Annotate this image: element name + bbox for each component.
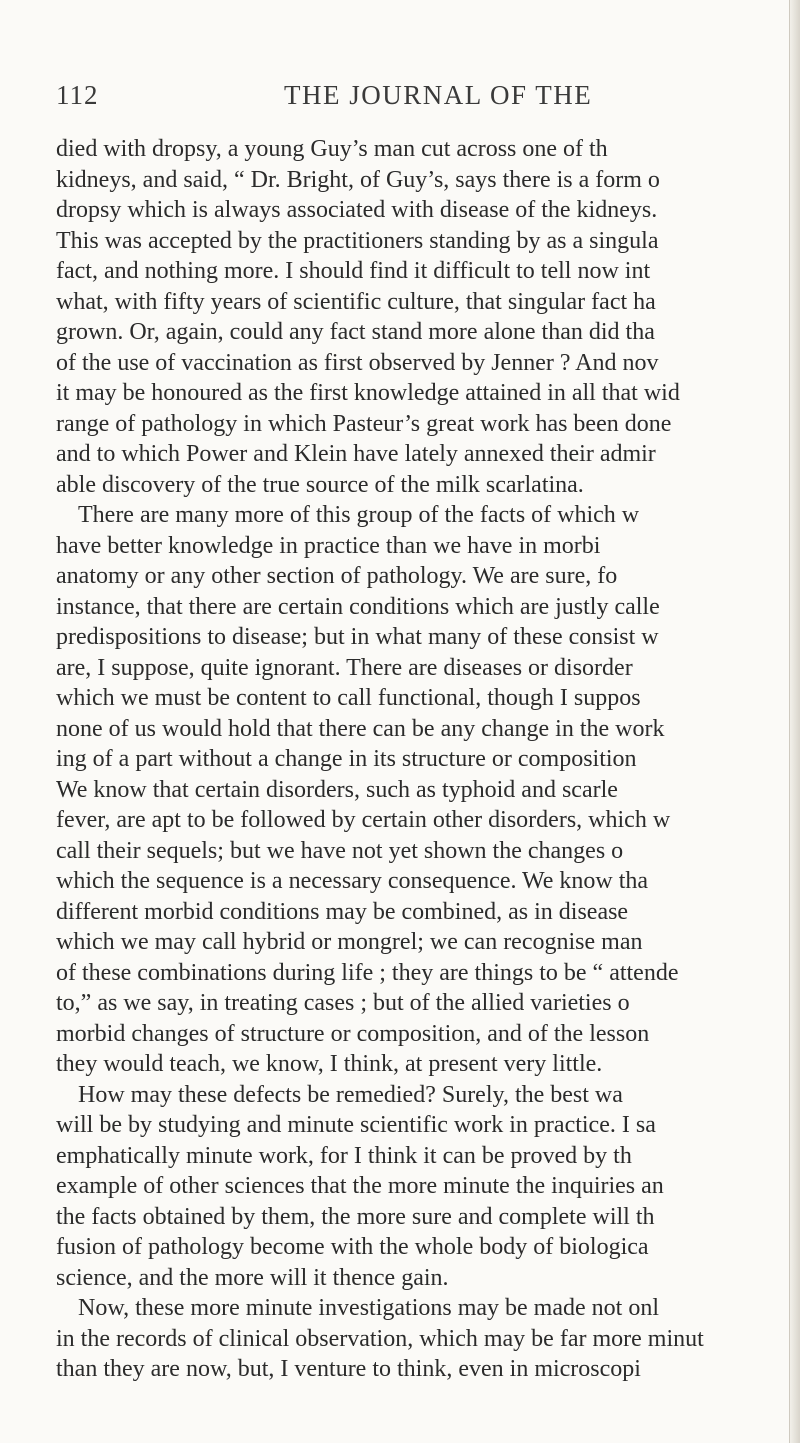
text-line: emphatically minute work, for I think it can be proved by th [56,1142,632,1169]
text-line: which we must be content to call functional, though I suppos [56,685,641,711]
text-line: range of pathology in which Pasteur’s great work has been done [56,410,672,437]
text-line: grown. Or, again, could any fact stand more alone than did tha [56,319,655,345]
text-line: We know that certain disorders, such as typhoid and scarle [56,776,618,803]
text-line: none of us would hold that there can be any change in the work [56,715,665,742]
text-line: of the use of vaccination as first observed by Jenner ? And nov [56,349,659,376]
text-line: it may be honoured as the first knowledge attained in all that wid [56,380,680,406]
paragraph-first-line: There are many more of this group of the facts of which w [78,502,640,528]
journal-title: THE JOURNAL OF THE [284,80,593,110]
text-line: of these combinations during life ; they are things to be “ attende [56,959,679,986]
text-line: anatomy or any other section of pathology. We are sure, fo [56,563,618,589]
paragraph-first-line: How may these defects be remedied? Surely, the best wa [78,1081,623,1108]
text-line: fusion of pathology become with the whole body of biologica [56,1234,649,1260]
text-line: than they are now, but, I venture to think, even in microscopi [56,1356,641,1382]
text-line: ing of a part without a change in its structure or composition [56,746,637,772]
body-text [56,134,796,1385]
text-line: morbid changes of structure or composition, and of the lesson [56,1020,650,1047]
text-line: This was accepted by the practitioners standing by as a singula [56,227,659,254]
text-line: predispositions to disease; but in what many of these consist w [56,624,659,650]
text-line: instance, that there are certain conditions which are justly calle [56,593,660,620]
text-line: which we may call hybrid or mongrel; we can recognise man [56,929,643,955]
text-line: able discovery of the true source of the milk scarlatina. [56,471,584,498]
text-line: call their sequels; but we have not yet shown the changes o [56,837,624,864]
text-line: which the sequence is a necessary consequence. We know tha [56,868,649,894]
text-line: died with dropsy, a young Guy’s man cut across one of th [56,136,608,162]
text-line: in the records of clinical observation, which may be far more minut [56,1325,704,1352]
text-line: the facts obtained by them, the more sure and complete will th [56,1203,655,1230]
page-number: 112 [56,80,99,110]
text-line: are, I suppose, quite ignorant. There are diseases or disorder [56,654,633,681]
text-line: science, and the more will it thence gain. [56,1264,449,1291]
text-line: have better knowledge in practice than we have in morbi [56,532,601,559]
text-line: dropsy which is always associated with disease of the kidneys. [56,197,658,223]
text-line: different morbid conditions may be combined, as in disease [56,898,629,925]
text-line: fact, and nothing more. I should find it difficult to tell now int [56,258,651,284]
text-line: they would teach, we know, I think, at present very little. [56,1051,603,1077]
text-line: example of other sciences that the more minute the inquiries an [56,1173,664,1199]
text-line: and to which Power and Klein have lately annexed their admir [56,441,656,467]
running-head [56,80,776,120]
text-line: fever, are apt to be followed by certain other disorders, which w [56,807,671,833]
text-line: to,” as we say, in treating cases ; but of the allied varieties o [56,990,630,1016]
text-line: what, with fifty years of scientific culture, that singular fact ha [56,288,656,315]
paragraph-first-line: Now, these more minute investigations may be made not onl [78,1295,659,1321]
text-line: will be by studying and minute scientific work in practice. I sa [56,1112,656,1138]
text-line: kidneys, and said, “ Dr. Bright, of Guy’s, says there is a form o [56,166,660,193]
